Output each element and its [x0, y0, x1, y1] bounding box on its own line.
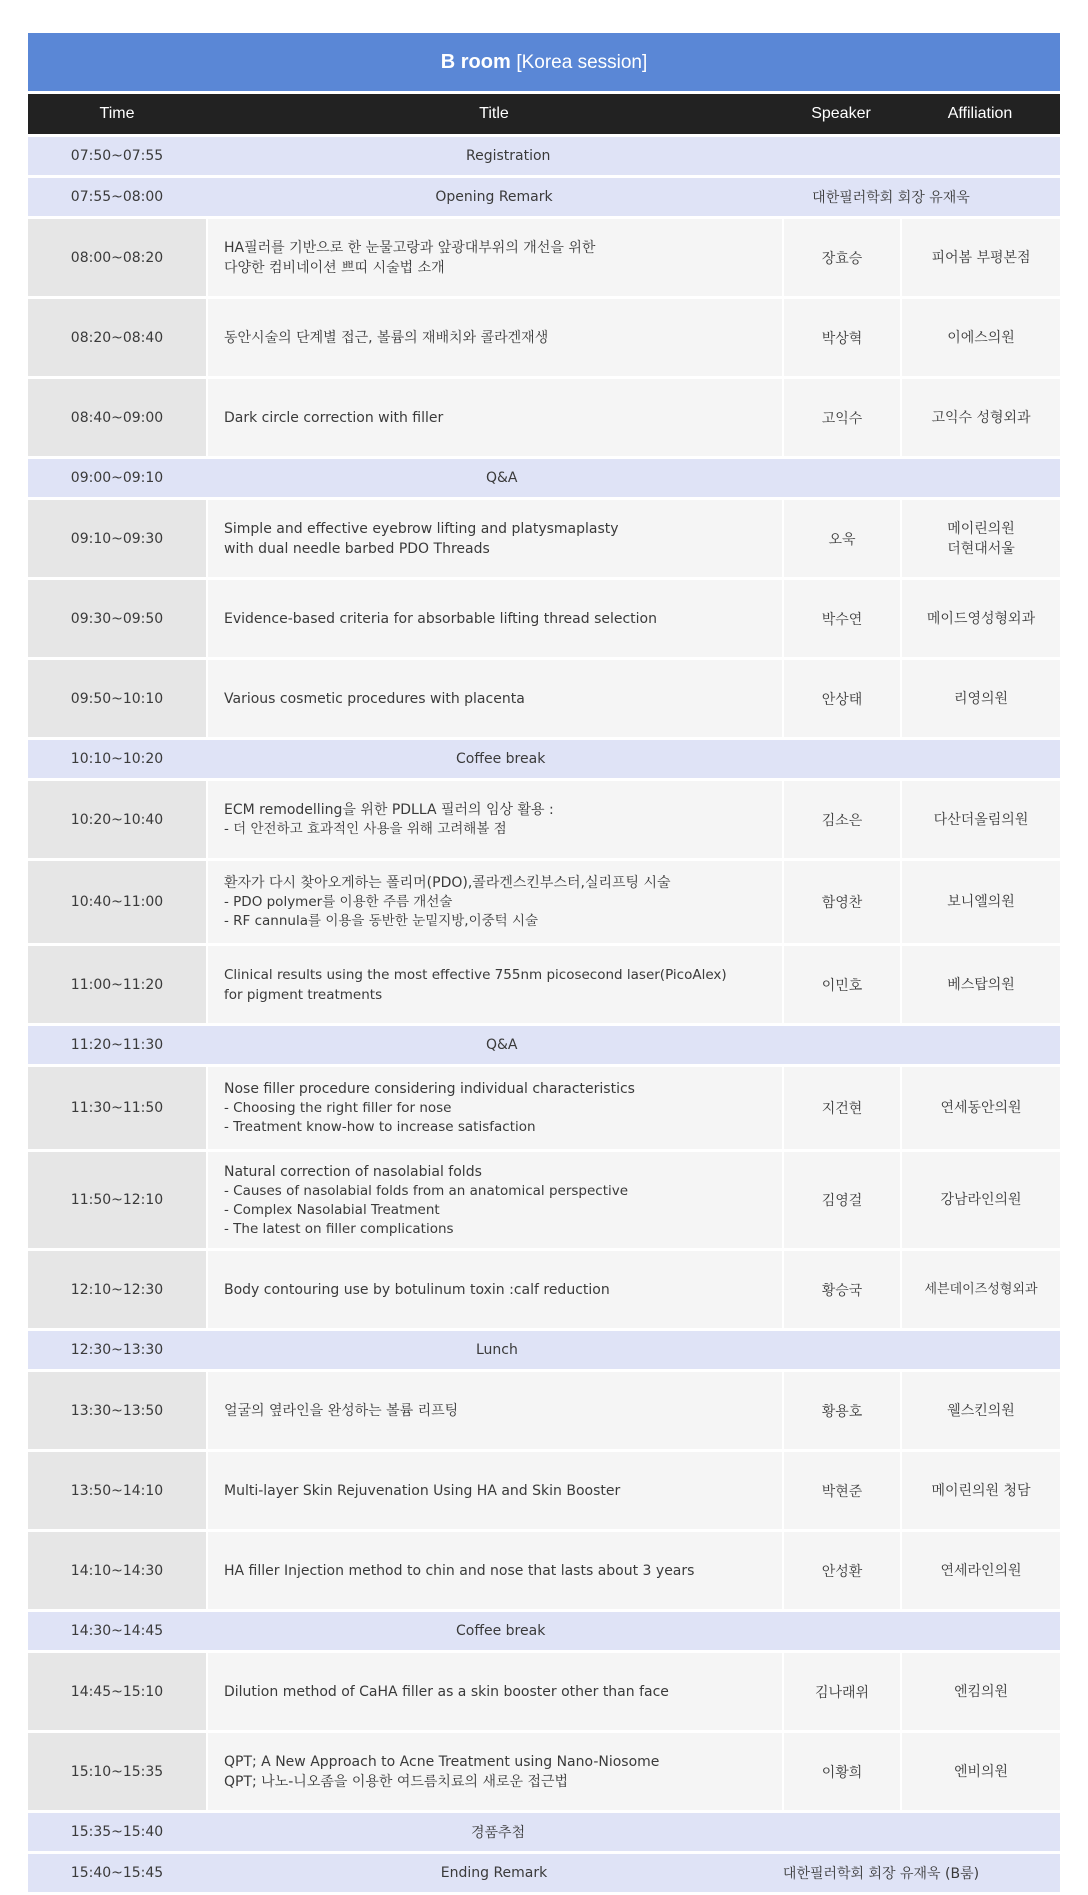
affiliation-line: 메이린의원	[947, 520, 1015, 537]
talk-affiliation: 이에스의원	[900, 299, 1060, 376]
talk-time: 10:20~10:40	[28, 781, 206, 858]
talk-affiliation: 엔킴의원	[900, 1653, 1060, 1730]
talk-speaker: 이민호	[782, 946, 900, 1023]
talk-title: 동안시술의 단계별 접근, 볼륨의 재배치와 콜라겐재생	[206, 299, 782, 376]
talk-title: Various cosmetic procedures with placenta	[206, 660, 782, 737]
talk-affiliation: 연세동안의원	[900, 1067, 1060, 1149]
talk-speaker: 황승국	[782, 1251, 900, 1328]
talk-affiliation: 다산더올림의원	[900, 781, 1060, 858]
banner-row	[28, 1026, 1060, 1064]
banner-label: Lunch	[206, 1331, 1060, 1369]
talk-row	[28, 1452, 1060, 1529]
banner-row	[28, 137, 1060, 175]
talk-title-line: for pigment treatments	[224, 986, 383, 1003]
header-title: Title	[206, 94, 782, 134]
talk-title: 얼굴의 옆라인을 완성하는 볼륨 리프팅	[206, 1372, 782, 1449]
banner-label: Ending Remark	[206, 1854, 782, 1892]
banner-note: 대한필러학회 회장 유재욱 (B룸)	[782, 1854, 1060, 1892]
talk-title: Evidence-based criteria for absorbable lifting thread selection	[206, 580, 782, 657]
talk-title	[206, 1152, 782, 1248]
talk-affiliation: 메이드영성형외과	[900, 580, 1060, 657]
talk-affiliation: 메이린의원 청담	[900, 1452, 1060, 1529]
talk-affiliation: 보니엘의원	[900, 861, 1060, 943]
banner-row	[28, 1854, 1060, 1892]
talk-subpoint: - Causes of nasolabial folds from an anatomical perspective	[224, 1182, 629, 1199]
talk-title-line: HA필러를 기반으로 한 눈물고랑과 앞광대부위의 개선을 위한	[224, 239, 596, 256]
talk-time: 14:45~15:10	[28, 1653, 206, 1730]
talk-title-line: Nose filler procedure considering individual characteristics	[224, 1081, 635, 1097]
talk-speaker: 고익수	[782, 379, 900, 456]
talk-time: 10:40~11:00	[28, 861, 206, 943]
talk-time: 15:10~15:35	[28, 1733, 206, 1810]
banner-label: Coffee break	[206, 740, 1060, 778]
talk-speaker: 김나래위	[782, 1653, 900, 1730]
talk-title: Multi-layer Skin Rejuvenation Using HA and Skin Booster	[206, 1452, 782, 1529]
banner-note: 대한필러학회 회장 유재욱	[782, 178, 1060, 216]
talk-title: Body contouring use by botulinum toxin :calf reduction	[206, 1251, 782, 1328]
talk-row	[28, 1372, 1060, 1449]
talk-speaker: 김소은	[782, 781, 900, 858]
banner-time: 09:00~09:10	[28, 459, 206, 497]
talk-subpoint: - 더 안전하고 효과적인 사용을 위해 고려해볼 점	[224, 821, 507, 837]
banner-row	[28, 459, 1060, 497]
talk-title-line: Clinical results using the most effective 755nm picosecond laser(PicoAlex)	[224, 966, 727, 983]
banner-time: 15:40~15:45	[28, 1854, 206, 1892]
talk-time: 08:40~09:00	[28, 379, 206, 456]
talk-speaker: 김영걸	[782, 1152, 900, 1248]
talk-title-line: QPT; A New Approach to Acne Treatment using Nano-Niosome	[224, 1753, 660, 1770]
talk-affiliation: 강남라인의원	[900, 1152, 1060, 1248]
banner-time: 15:35~15:40	[28, 1813, 206, 1851]
talk-title-line: 다양한 컴비네이션 쁘띠 시술법 소개	[224, 259, 445, 276]
banner-time: 10:10~10:20	[28, 740, 206, 778]
talk-title	[206, 946, 782, 1023]
talk-time: 12:10~12:30	[28, 1251, 206, 1328]
talk-row	[28, 781, 1060, 858]
room-name: B room	[440, 50, 511, 73]
talk-speaker: 안성환	[782, 1532, 900, 1609]
talk-title: Dilution method of CaHA filler as a skin booster other than face	[206, 1653, 782, 1730]
talk-speaker: 박현준	[782, 1452, 900, 1529]
talk-affiliation: 웰스킨의원	[900, 1372, 1060, 1449]
banner-time: 11:20~11:30	[28, 1026, 206, 1064]
banner-row	[28, 1813, 1060, 1851]
talk-row	[28, 1653, 1060, 1730]
talk-title	[206, 500, 782, 577]
talk-subpoint: - Complex Nasolabial Treatment	[224, 1201, 440, 1218]
talk-row	[28, 1251, 1060, 1328]
talk-row	[28, 1733, 1060, 1810]
banner-label: Q&A	[206, 1026, 1060, 1064]
schedule-table	[28, 30, 1060, 1895]
talk-time: 14:10~14:30	[28, 1532, 206, 1609]
talk-time: 09:30~09:50	[28, 580, 206, 657]
talk-time: 13:30~13:50	[28, 1372, 206, 1449]
banner-label: 경품추첨	[206, 1813, 1060, 1851]
talk-title-line: with dual needle barbed PDO Threads	[224, 540, 490, 557]
talk-title	[206, 861, 782, 943]
talk-row	[28, 500, 1060, 577]
banner-label: Coffee break	[206, 1612, 1060, 1650]
talk-time: 08:20~08:40	[28, 299, 206, 376]
talk-affiliation: 연세라인의원	[900, 1532, 1060, 1609]
banner-label: Registration	[206, 137, 1060, 175]
talk-subpoint: - Choosing the right filler for nose	[224, 1100, 452, 1116]
talk-affiliation	[900, 500, 1060, 577]
talk-time: 11:00~11:20	[28, 946, 206, 1023]
talk-time: 11:30~11:50	[28, 1067, 206, 1149]
banner-time: 07:55~08:00	[28, 178, 206, 216]
talk-speaker: 안상태	[782, 660, 900, 737]
talk-subpoint: - Treatment know-how to increase satisfaction	[224, 1119, 536, 1135]
talk-time: 11:50~12:10	[28, 1152, 206, 1248]
talk-row	[28, 379, 1060, 456]
talk-affiliation: 엔비의원	[900, 1733, 1060, 1810]
room-session: [Korea session]	[516, 51, 648, 73]
talk-title: Dark circle correction with filler	[206, 379, 782, 456]
banner-time: 14:30~14:45	[28, 1612, 206, 1650]
talk-row	[28, 1152, 1060, 1248]
header-affiliation: Affiliation	[900, 94, 1060, 134]
talk-time: 09:50~10:10	[28, 660, 206, 737]
banner-row	[28, 1612, 1060, 1650]
banner-row	[28, 740, 1060, 778]
talk-speaker: 황용호	[782, 1372, 900, 1449]
talk-speaker: 지건현	[782, 1067, 900, 1149]
talk-title	[206, 1733, 782, 1810]
talk-title-line: Simple and effective eyebrow lifting and platysmaplasty	[224, 520, 619, 537]
banner-row	[28, 178, 1060, 216]
header-time: Time	[28, 94, 206, 134]
talk-speaker: 오욱	[782, 500, 900, 577]
talk-row	[28, 580, 1060, 657]
banner-label: Q&A	[206, 459, 1060, 497]
talk-affiliation: 리영의원	[900, 660, 1060, 737]
talk-speaker: 박수연	[782, 580, 900, 657]
talk-title-line: Natural correction of nasolabial folds	[224, 1163, 482, 1180]
talk-title	[206, 1067, 782, 1149]
talk-affiliation: 고익수 성형외과	[900, 379, 1060, 456]
talk-subpoint: - The latest on filler complications	[224, 1220, 454, 1237]
talk-row	[28, 219, 1060, 296]
talk-time: 08:00~08:20	[28, 219, 206, 296]
affiliation-line: 더현대서울	[947, 540, 1015, 557]
talk-row	[28, 1532, 1060, 1609]
room-title	[28, 33, 1060, 91]
talk-affiliation: 세븐데이즈성형외과	[900, 1251, 1060, 1328]
talk-title	[206, 219, 782, 296]
talk-row	[28, 299, 1060, 376]
banner-time: 07:50~07:55	[28, 137, 206, 175]
talk-speaker: 장효승	[782, 219, 900, 296]
talk-row	[28, 946, 1060, 1023]
talk-affiliation: 베스탑의원	[900, 946, 1060, 1023]
banner-label: Opening Remark	[206, 178, 782, 216]
talk-row	[28, 660, 1060, 737]
talk-speaker: 이황희	[782, 1733, 900, 1810]
talk-title	[206, 781, 782, 858]
talk-speaker: 박상혁	[782, 299, 900, 376]
talk-subpoint: - PDO polymer를 이용한 주름 개선술	[224, 894, 453, 910]
talk-title-line: ECM remodelling을 위한 PDLLA 필러의 임상 활용 :	[224, 802, 554, 818]
banner-row	[28, 1331, 1060, 1369]
talk-speaker: 함영찬	[782, 861, 900, 943]
talk-title-line: QPT; 나노-니오좀을 이용한 여드름치료의 새로운 접근법	[224, 1773, 569, 1790]
talk-time: 09:10~09:30	[28, 500, 206, 577]
header-speaker: Speaker	[782, 94, 900, 134]
talk-title-line: 환자가 다시 찾아오게하는 폴리머(PDO),콜라겐스킨부스터,실리프팅 시술	[224, 875, 671, 891]
talk-row	[28, 861, 1060, 943]
talk-row	[28, 1067, 1060, 1149]
talk-subpoint: - RF cannula를 이용을 동반한 눈밑지방,이중턱 시술	[224, 913, 539, 929]
talk-title: HA filler Injection method to chin and nose that lasts about 3 years	[206, 1532, 782, 1609]
banner-time: 12:30~13:30	[28, 1331, 206, 1369]
header-row	[28, 94, 1060, 134]
talk-affiliation: 피어봄 부평본점	[900, 219, 1060, 296]
talk-time: 13:50~14:10	[28, 1452, 206, 1529]
